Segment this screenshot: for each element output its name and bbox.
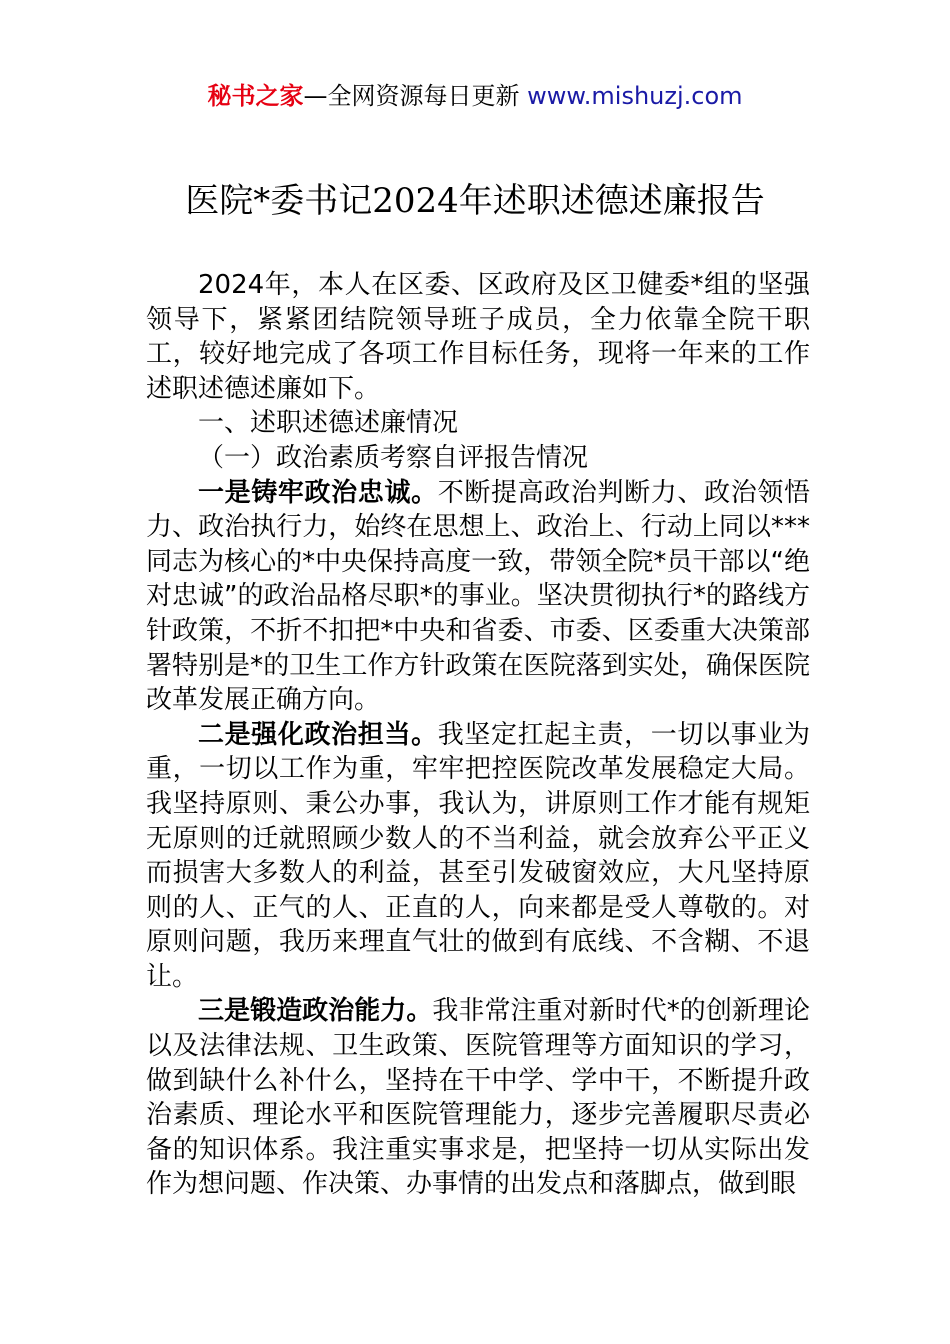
paragraph (146, 268, 810, 406)
paragraph (146, 476, 810, 718)
paragraph-text: （一）政治素质考察自评报告情况 (198, 442, 589, 473)
paragraph-text: 我坚定扛起主责，一切以事业为重，一切以工作为重，牢牢把控医院改革发展稳定大局。我坚持原则、秉公办事，我认为，讲原则工作才能有规矩无原则的迁就照顾少数人的不当利益，就会放弃公平正义而损害大多数人的利益，甚至引发破窗效应，大凡坚持原则的人、正气的人、正直的人，向来都是受人尊敬的。对原则问题，我历来理直气壮的做到有底线、不含糊、不退让。 (146, 719, 810, 992)
paragraph-lead: 三是锻造政治能力。 (198, 996, 433, 1027)
paragraph-text: 一、述职述德述廉情况 (198, 408, 459, 439)
paragraph-text: 不断提高政治判断力、政治领悟力、政治执行力，始终在思想上、政治上、行动上同以***同志为核心的*中央保持高度一致，带领全院*员干部以“绝对忠诚”的政治品格尽职*的事业。坚决贯彻执行*的路线方针政策，不折不扣把*中央和省委、市委、区委重大决策部署特别是*的卫生工作方针政策在医院落到实处，确保医院改革发展正确方向。 (146, 477, 810, 716)
paragraph (146, 994, 810, 1202)
header-tagline: —全网资源每日更新 (303, 82, 520, 110)
document-title: 医院*委书记2024年述职述德述廉报告 (185, 181, 765, 221)
paragraph-lead: 一是铸牢政治忠诚。 (198, 477, 438, 508)
subsection-heading (146, 441, 810, 476)
paragraph (146, 718, 810, 995)
brand-name: 秘书之家 (207, 82, 304, 110)
site-header (0, 78, 950, 114)
paragraph-text: 2024年，本人在区委、区政府及区卫健委*组的坚强领导下，紧紧团结院领导班子成员，全力依靠全院干职工，较好地完成了各项工作目标任务，现将一年来的工作述职述德述廉如下。 (146, 270, 810, 404)
paragraph-text: 我非常注重对新时代*的创新理论以及法律法规、卫生政策、医院管理等方面知识的学习，做到缺什么补什么，坚持在干中学、学中干，不断提升政治素质、理论水平和医院管理能力，逐步完善履职尽责必备的知识体系。我注重实事求是，把坚持一切从实际出发作为想问题、作决策、办事情的出发点和落脚点，做到眼 (146, 996, 810, 1200)
site-url[interactable]: www.mishuzj.com (527, 82, 743, 110)
document-body (146, 268, 810, 1202)
paragraph-lead: 二是强化政治担当。 (198, 719, 438, 750)
section-heading (146, 406, 810, 441)
